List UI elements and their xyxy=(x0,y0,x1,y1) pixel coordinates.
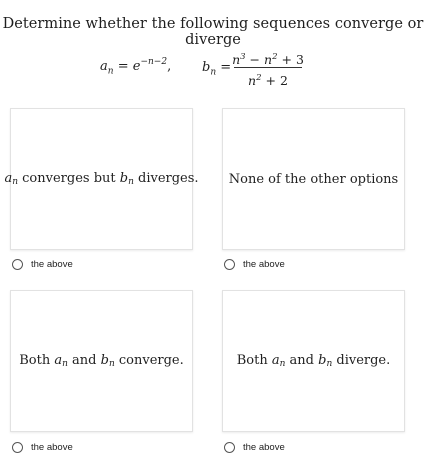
option-a-radio[interactable] xyxy=(12,259,23,270)
num-const: 3 xyxy=(295,52,304,67)
option-a-end: diverges. xyxy=(133,171,199,186)
option-d-radio-label: the above xyxy=(243,442,285,453)
option-radio-row-c[interactable] xyxy=(12,442,73,453)
a-exponent: −n−2 xyxy=(140,57,168,67)
b-numerator xyxy=(232,48,304,66)
option-c-a-index: n xyxy=(62,359,68,369)
den-op1: + xyxy=(265,73,276,88)
option-a-b-index: n xyxy=(128,177,134,187)
a-symbol: a xyxy=(100,59,108,74)
b-symbol: b xyxy=(202,60,211,75)
option-d-b-symbol: b xyxy=(318,353,327,368)
option-c-end: converge. xyxy=(114,353,184,368)
option-d-middle: and xyxy=(285,353,319,368)
option-c-b-index: n xyxy=(108,359,115,369)
num-op2: + xyxy=(281,52,292,67)
option-c-radio-label: the above xyxy=(31,442,73,453)
option-radio-row-b[interactable] xyxy=(224,259,285,270)
option-a-a-symbol: a xyxy=(4,171,13,186)
option-d-b-index: n xyxy=(326,359,333,369)
b-index: n xyxy=(210,67,217,78)
den-power1: 2 xyxy=(256,73,262,83)
num-power1: 3 xyxy=(240,52,246,62)
option-b-radio[interactable] xyxy=(224,259,235,270)
b-equals: = xyxy=(220,60,232,75)
sequence-b-lhs xyxy=(202,60,231,78)
option-card-c[interactable] xyxy=(10,290,193,432)
option-d-text xyxy=(237,353,391,369)
a-index: n xyxy=(107,66,114,77)
option-radio-row-a[interactable] xyxy=(12,259,73,270)
sequence-a-definition xyxy=(100,57,171,77)
option-c-start: Both xyxy=(19,353,55,368)
option-d-a-index: n xyxy=(279,359,286,369)
option-d-a-symbol: a xyxy=(271,353,280,368)
option-card-a[interactable] xyxy=(4,108,199,250)
option-a-b-symbol: b xyxy=(119,171,129,186)
option-c-middle: and xyxy=(67,353,101,368)
b-denominator xyxy=(232,69,304,87)
a-trailing-comma: , xyxy=(167,59,172,74)
option-a-radio-label: the above xyxy=(31,259,73,270)
option-c-text xyxy=(19,353,184,369)
num-power2: 2 xyxy=(272,52,278,62)
question-text: Determine whether the following sequences converge or diverge xyxy=(2,16,424,48)
option-b-text: None of the other options xyxy=(228,171,399,187)
option-a-a-index: n xyxy=(12,177,19,187)
num-term1: n xyxy=(232,52,241,67)
option-a-middle: converges but xyxy=(18,171,120,186)
num-term2: n xyxy=(264,52,273,67)
sequence-b-fraction xyxy=(232,48,304,87)
option-c-radio[interactable] xyxy=(12,442,23,453)
option-card-d[interactable] xyxy=(222,290,405,432)
den-term1: n xyxy=(248,73,257,88)
option-radio-row-d[interactable] xyxy=(224,442,285,453)
option-d-end: diverge. xyxy=(332,353,391,368)
option-card-b[interactable] xyxy=(222,108,405,250)
option-b-radio-label: the above xyxy=(243,259,285,270)
option-c-a-symbol: a xyxy=(54,353,63,368)
num-op1: − xyxy=(249,52,261,67)
option-d-radio[interactable] xyxy=(224,442,235,453)
option-d-start: Both xyxy=(236,353,272,368)
fraction-bar xyxy=(234,67,302,68)
option-a-text xyxy=(4,171,198,187)
option-c-b-symbol: b xyxy=(100,353,109,368)
a-equals: = xyxy=(117,59,129,74)
a-base: e xyxy=(132,59,141,74)
den-const: 2 xyxy=(279,73,288,88)
